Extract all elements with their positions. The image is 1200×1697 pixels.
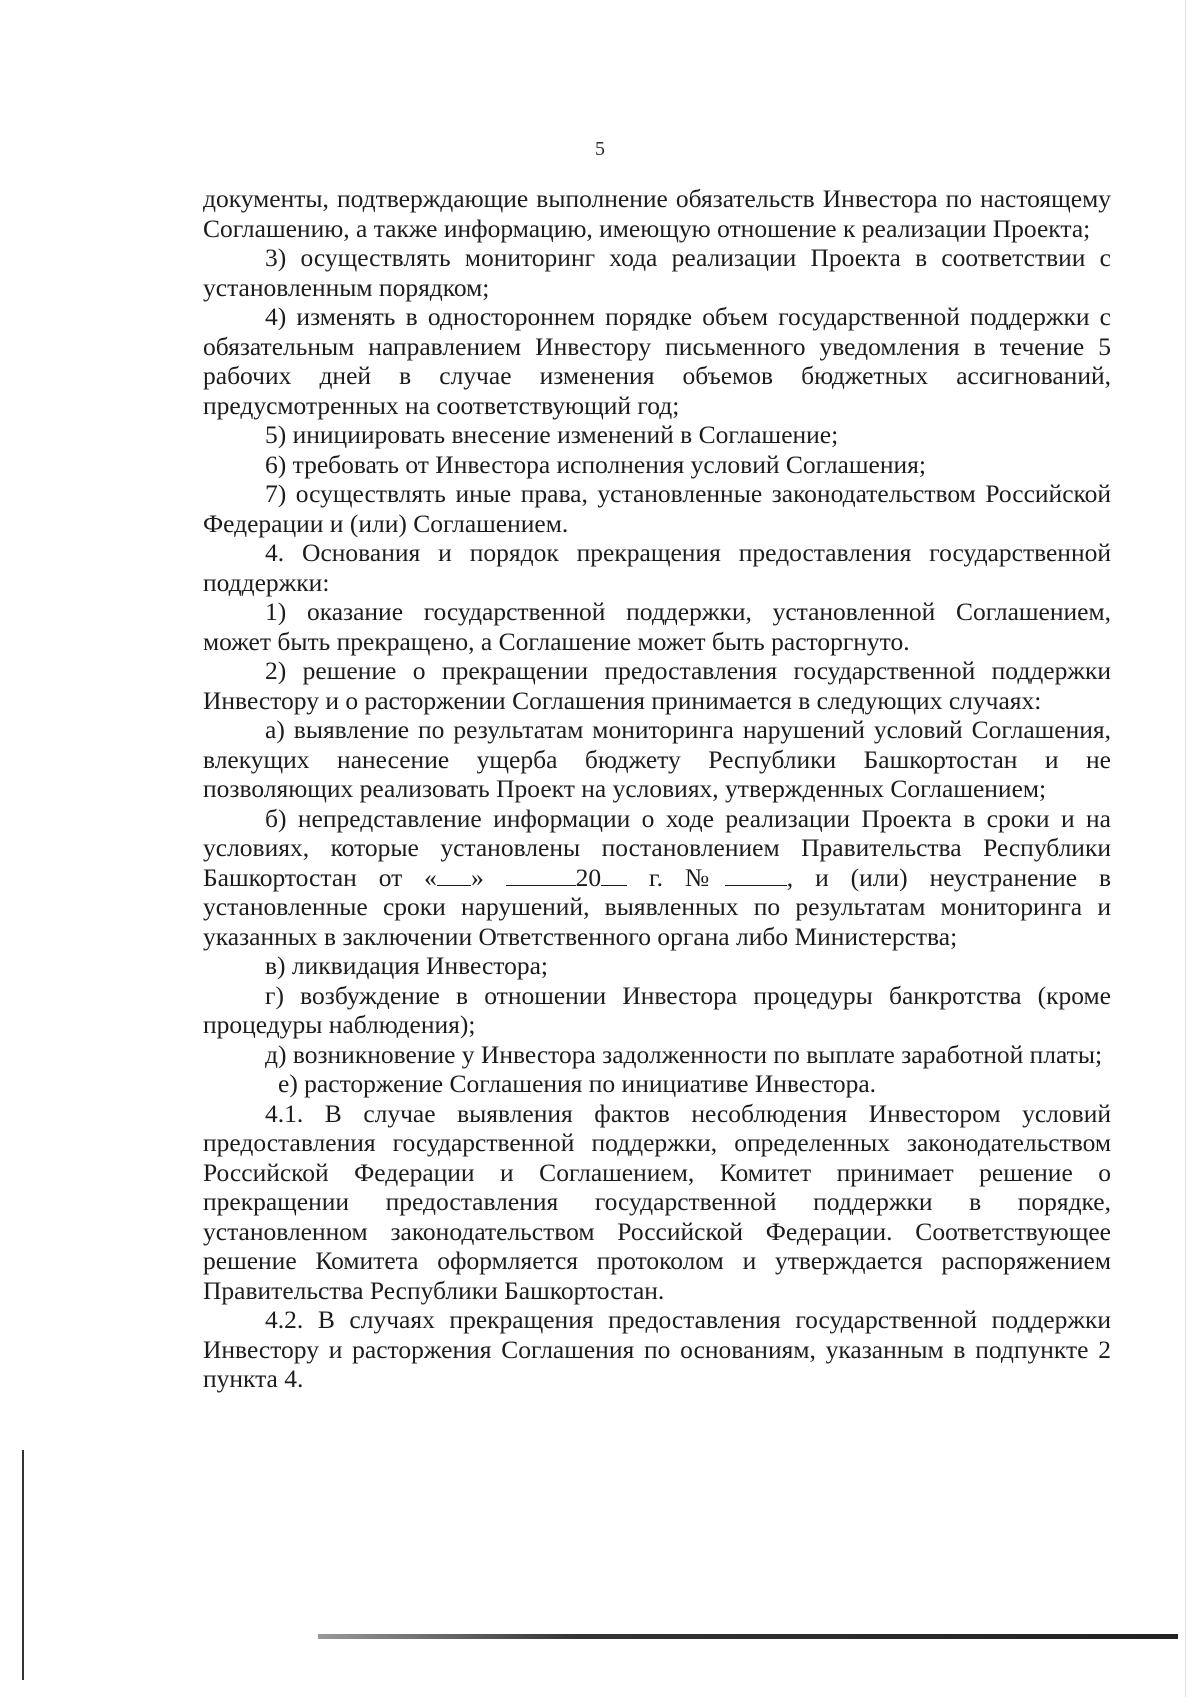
blank-number bbox=[725, 863, 787, 886]
paragraph: 1) оказание государственной поддержки, установленной Соглашением, может быть прекращено, а Соглашение может быть расторгнуто. bbox=[203, 597, 1111, 656]
clause-b-year: 20 bbox=[575, 862, 602, 892]
blank-month bbox=[506, 863, 576, 886]
paragraph: 4.2. В случаях прекращения предоставления государственной поддержки Инвестору и расторжения Соглашения по основаниям, указанным в подпункте 2 пункта 4. bbox=[203, 1305, 1111, 1393]
paragraph: д) возникновение у Инвестора задолженности по выплате заработной платы; bbox=[265, 1039, 1103, 1069]
paragraph-clause-b bbox=[203, 804, 1111, 952]
clause-b-text-end: , и (или) неустранение в установленные сроки нарушений, выявленных по результатам мониторинга и указанных в заключении Ответственного органа либо Министерства; bbox=[203, 862, 1112, 951]
document-body bbox=[203, 184, 1111, 1394]
paragraph: г) возбуждение в отношении Инвестора процедуры банкротства (кроме процедуры наблюдения); bbox=[203, 980, 1111, 1039]
paragraph: 2) решение о прекращении предоставления государственной поддержки Инвестору и о расторжении Соглашения принимается в следующих случаях: bbox=[203, 656, 1111, 715]
blank-day bbox=[437, 863, 471, 886]
clause-b-year-abbr: г. bbox=[649, 862, 663, 892]
paragraph: а) выявление по результатам мониторинга нарушений условий Соглашения, влекущих нанесение ущерба бюджету Республики Башкортостан и не позволяющих реализовать Проект на условиях, утвержденных Соглашением; bbox=[203, 715, 1111, 803]
paragraph: 4. Основания и порядок прекращения предоставления государственной поддержки: bbox=[203, 538, 1111, 597]
paragraph: в) ликвидация Инвестора; bbox=[265, 951, 548, 980]
paragraph: 4) изменять в одностороннем порядке объем государственной поддержки с обязательным направлением Инвестору письменного уведомления в течение 5 рабочих дней в случае изменения объемов бюджетных ассигнований, предусмотренных на соответствующий год; bbox=[203, 302, 1111, 420]
paragraph: 6) требовать от Инвестора исполнения условий Соглашения; bbox=[265, 449, 926, 479]
paragraph: е) расторжение Соглашения по инициативе Инвестора. bbox=[278, 1069, 877, 1098]
paragraph: 3) осуществлять мониторинг хода реализации Проекта в соответствии с установленным порядком; bbox=[203, 243, 1111, 302]
scan-bottom-line bbox=[318, 1634, 1178, 1639]
paragraph: 7) осуществлять иные права, установленные законодательством Российской Федерации и (или) Соглашением. bbox=[203, 479, 1111, 538]
scan-edge-line bbox=[1185, 0, 1186, 1697]
blank-year bbox=[601, 863, 627, 886]
paragraph: 5) инициировать внесение изменений в Соглашение; bbox=[265, 420, 839, 449]
clause-b-number-sign: № bbox=[684, 862, 725, 892]
scan-margin-line bbox=[22, 1450, 24, 1680]
paragraph: документы, подтверждающие выполнение обязательств Инвестора по настоящему Соглашению, а также информацию, имеющую отношение к реализации Проекта; bbox=[203, 184, 1111, 243]
clause-b-text: б) непредставление информации о ходе реализации Проекта в сроки и на условиях, которые установлены постановлением Правительства Республики Башкортостан от « bbox=[203, 803, 1111, 892]
page-number: 5 bbox=[595, 138, 605, 160]
paragraph: 4.1. В случае выявления фактов несоблюдения Инвестором условий предоставления государственной поддержки, определенных законодательством Российской Федерации и Соглашением, Комитет принимает решение о прекращении предоставления государственной поддержки в порядке, установленном законодательством Российской Федерации. Соответствующее решение Комитета оформляется протоколом и утверждается распоряжением Правительства Республики Башкортостан. bbox=[203, 1098, 1111, 1305]
clause-b-quote: » bbox=[470, 862, 484, 892]
